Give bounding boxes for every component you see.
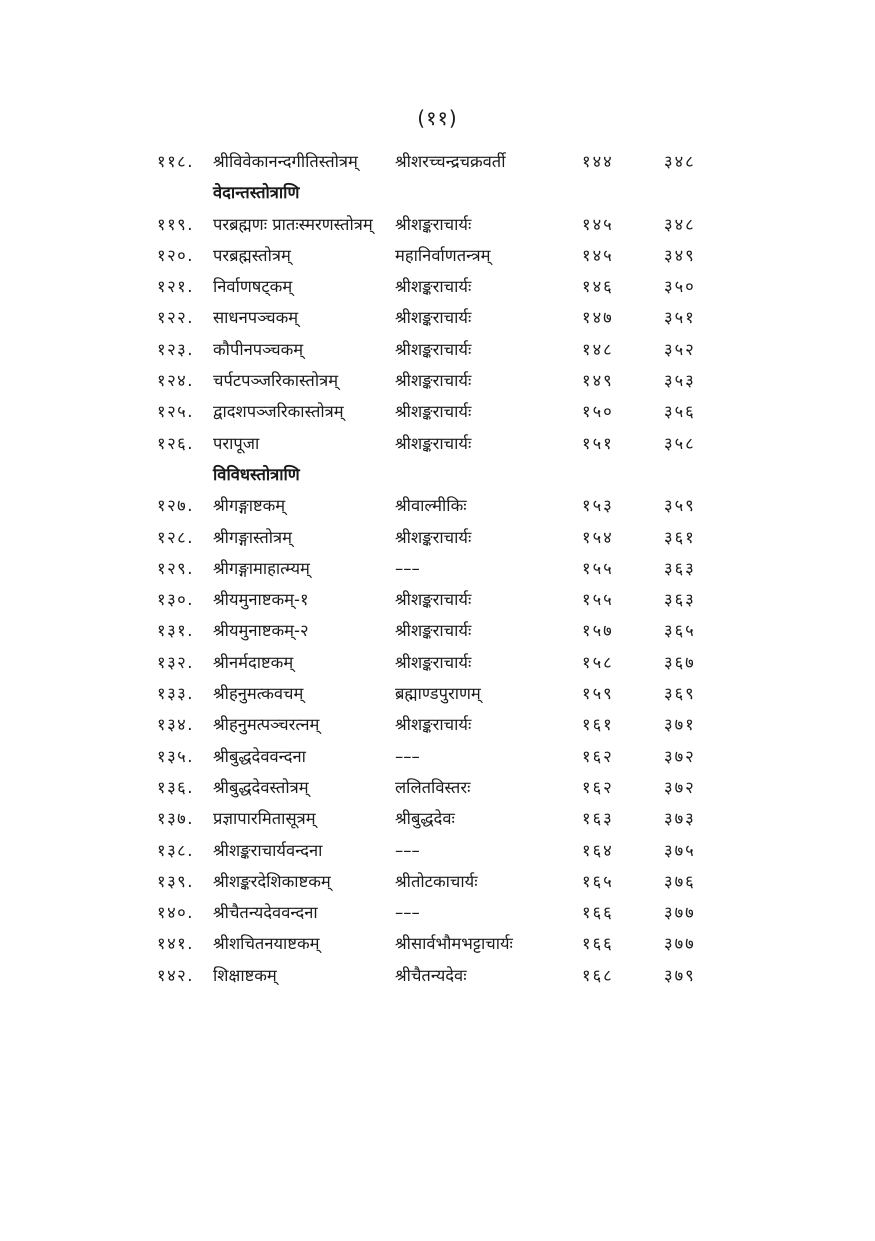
entry-author: –––: [395, 903, 420, 923]
entry-number: १३४.: [157, 715, 194, 735]
entry-title: निर्वाणषट्कम्: [213, 277, 293, 297]
entry-page-translation: ३६१: [664, 527, 696, 547]
entry-page-translation: ३५३: [664, 371, 696, 391]
entry-title: श्रीनर्मदाष्टकम्: [213, 652, 294, 672]
entry-page-translation: ३५०: [664, 277, 696, 297]
entry-author: श्रीवाल्मीकिः: [395, 496, 467, 516]
entry-author: श्रीशङ्कराचार्यः: [395, 621, 472, 641]
entry-page-text: १५७: [582, 621, 614, 641]
entry-title: परापूजा: [213, 433, 260, 453]
entry-number: १२७.: [157, 496, 194, 516]
entry-title: द्वादशपञ्जरिकास्तोत्रम्: [213, 402, 344, 422]
entry-title: शिक्षाष्टकम्: [213, 965, 277, 985]
entry-page-text: १६६: [582, 934, 614, 954]
entry-title: श्रीगङ्गामाहात्म्यम्: [213, 558, 310, 578]
section-heading-title: वेदान्तस्तोत्राणि: [213, 183, 300, 203]
entry-page-translation: ३६५: [664, 621, 696, 641]
entry-author: ब्रह्माण्डपुराणम्: [395, 684, 481, 704]
entry-author: श्रीशङ्कराचार्यः: [395, 277, 472, 297]
entry-number: १३७.: [157, 809, 194, 829]
entry-title: कौपीनपञ्चकम्: [213, 339, 304, 359]
page-number: (११): [417, 106, 458, 130]
entry-author: श्रीशङ्कराचार्यः: [395, 527, 472, 547]
entry-number: १४२.: [157, 965, 194, 985]
entry-author: श्रीशरच्चन्द्रचक्रवर्ती: [395, 152, 506, 171]
entry-title: श्रीशङ्कराचार्यवन्दना: [213, 840, 323, 860]
entry-author: श्रीशङ्कराचार्यः: [395, 652, 472, 672]
toc-entry: [0, 240, 875, 271]
entry-page-translation: ३७२: [664, 746, 696, 766]
entry-page-translation: ३५९: [664, 496, 696, 516]
entry-page-translation: ३७६: [664, 871, 696, 891]
entry-number: १३०.: [157, 590, 194, 610]
entry-author: –––: [395, 746, 420, 766]
entry-title: श्रीविवेकानन्दगीतिस्तोत्रम्: [213, 152, 358, 171]
entry-author: श्रीशङ्कराचार्यः: [395, 308, 472, 328]
entry-page-text: १४९: [582, 371, 614, 391]
toc-entry: [0, 428, 875, 459]
toc-entry: [0, 866, 875, 897]
entry-page-text: १४६: [582, 277, 614, 297]
toc-entry: [0, 522, 875, 553]
entry-number: १३९.: [157, 871, 194, 891]
entry-author: श्रीशङ्कराचार्यः: [395, 715, 472, 735]
entry-number: १२९.: [157, 558, 194, 578]
entry-page-text: १४५: [582, 214, 614, 234]
toc-entry: [0, 615, 875, 646]
entry-author: श्रीतोटकाचार्यः: [395, 871, 478, 891]
entry-number: १२३.: [157, 339, 194, 359]
toc-entry: [0, 209, 875, 240]
entry-number: १४०.: [157, 903, 194, 923]
entry-number: ११८.: [157, 152, 194, 171]
entry-page-text: १६६: [582, 903, 614, 923]
entry-page-translation: ३७३: [664, 809, 696, 829]
entry-number: १२६.: [157, 433, 194, 453]
entry-page-translation: ३४८: [664, 214, 696, 234]
entry-title: परब्रह्मणः प्रातःस्मरणस्तोत्रम्: [213, 214, 373, 234]
entry-title: श्रीगङ्गास्तोत्रम्: [213, 527, 293, 547]
toc-entry: [0, 553, 875, 584]
entry-page-translation: ३५२: [664, 339, 696, 359]
entry-title: प्रज्ञापारमितासूत्रम्: [213, 809, 316, 829]
entry-title: श्रीहनुमत्कवचम्: [213, 684, 304, 704]
entry-page-text: १६४: [582, 840, 614, 860]
toc-entry: [0, 678, 875, 709]
entry-title: श्रीबुद्धदेववन्दना: [213, 746, 306, 766]
entry-page-text: १५५: [582, 558, 614, 578]
toc-entry: [0, 396, 875, 427]
entry-page-translation: ३५६: [664, 402, 696, 422]
entry-number: १२४.: [157, 371, 194, 391]
entry-number: १२०.: [157, 245, 194, 265]
entry-page-translation: ३६७: [664, 652, 696, 672]
toc-entry: [0, 741, 875, 772]
entry-author: श्रीशङ्कराचार्यः: [395, 433, 472, 453]
entry-page-text: १४७: [582, 308, 614, 328]
entry-author: महानिर्वाणतन्त्रम्: [395, 245, 491, 265]
toc-entry: [0, 584, 875, 615]
toc-entry: [0, 302, 875, 333]
entry-page-translation: ३६३: [664, 558, 696, 578]
entry-number: १३६.: [157, 777, 194, 797]
toc-entry: [0, 647, 875, 678]
toc-entry: [0, 271, 875, 302]
entry-number: १३८.: [157, 840, 194, 860]
entry-page-text: १५९: [582, 684, 614, 704]
toc-entry: [0, 772, 875, 803]
entry-author: श्रीचैतन्यदेवः: [395, 965, 467, 985]
entry-page-text: १६२: [582, 746, 614, 766]
entry-page-text: १४८: [582, 339, 614, 359]
entry-author: श्रीसार्वभौमभट्टाचार्यः: [395, 934, 513, 954]
entry-page-translation: ३४९: [664, 245, 696, 265]
entry-number: १३३.: [157, 684, 194, 704]
entry-page-text: १५१: [582, 433, 614, 453]
entry-title: चर्पटपञ्जरिकास्तोत्रम्: [213, 371, 339, 391]
entry-number: १३१.: [157, 621, 194, 641]
entry-page-text: १५३: [582, 496, 614, 516]
entry-page-text: १५५: [582, 590, 614, 610]
entry-page-translation: ३४८: [664, 152, 696, 171]
section-heading: [0, 177, 875, 208]
entry-page-text: १५८: [582, 652, 614, 672]
entry-number: १२२.: [157, 308, 194, 328]
entry-page-text: १६८: [582, 965, 614, 985]
toc-entry: [0, 928, 875, 959]
entry-title: श्रीयमुनाष्टकम्-१: [213, 590, 309, 610]
entry-title: श्रीगङ्गाष्टकम्: [213, 496, 286, 516]
toc-entry: [0, 709, 875, 740]
entry-author: –––: [395, 840, 420, 860]
entry-page-text: १६१: [582, 715, 614, 735]
entry-author: श्रीशङ्कराचार्यः: [395, 402, 472, 422]
entry-page-translation: ३७७: [664, 934, 696, 954]
section-heading: [0, 459, 875, 490]
entry-author: ललितविस्तरः: [395, 777, 471, 797]
entry-page-translation: ३५१: [664, 308, 696, 328]
entry-title: श्रीयमुनाष्टकम्-२: [213, 621, 309, 641]
entry-title: श्रीशचितनयाष्टकम्: [213, 934, 320, 954]
toc-entry: [0, 365, 875, 396]
entry-title: श्रीबुद्धदेवस्तोत्रम्: [213, 777, 309, 797]
toc-entry: [0, 897, 875, 928]
entry-title: परब्रह्मस्तोत्रम्: [213, 245, 291, 265]
table-of-contents: [0, 146, 875, 991]
entry-author: श्रीबुद्धदेवः: [395, 809, 455, 829]
entry-page-text: १६२: [582, 777, 614, 797]
entry-title: श्रीचैतन्यदेववन्दना: [213, 903, 318, 923]
entry-page-translation: ३६३: [664, 590, 696, 610]
section-heading-title: विविधस्तोत्राणि: [213, 464, 300, 484]
entry-number: १३२.: [157, 652, 194, 672]
entry-page-translation: ३७९: [664, 965, 696, 985]
entry-page-text: १४५: [582, 245, 614, 265]
entry-page-text: १६५: [582, 871, 614, 891]
entry-page-translation: ३७२: [664, 777, 696, 797]
entry-page-text: १५४: [582, 527, 614, 547]
entry-number: ११९.: [157, 214, 194, 234]
entry-number: १३५.: [157, 746, 194, 766]
entry-author: श्रीशङ्कराचार्यः: [395, 214, 472, 234]
entry-number: १४१.: [157, 934, 194, 954]
entry-page-text: १४४: [582, 152, 614, 171]
toc-entry: [0, 835, 875, 866]
entry-page-translation: ३७७: [664, 903, 696, 923]
entry-page-translation: ३६९: [664, 684, 696, 704]
entry-author: –––: [395, 558, 420, 578]
entry-page-translation: ३७१: [664, 715, 696, 735]
entry-number: १२८.: [157, 527, 194, 547]
toc-entry: [0, 960, 875, 991]
entry-author: श्रीशङ्कराचार्यः: [395, 590, 472, 610]
entry-title: श्रीहनुमत्पञ्चरत्नम्: [213, 715, 320, 735]
entry-author: श्रीशङ्कराचार्यः: [395, 371, 472, 391]
entry-number: १२१.: [157, 277, 194, 297]
entry-page-text: १५०: [582, 402, 614, 422]
entry-title: साधनपञ्चकम्: [213, 308, 299, 328]
toc-entry: [0, 490, 875, 521]
toc-entry: [0, 803, 875, 834]
entry-title: श्रीशङ्करदेशिकाष्टकम्: [213, 871, 331, 891]
entry-page-translation: ३७५: [664, 840, 696, 860]
entry-author: श्रीशङ्कराचार्यः: [395, 339, 472, 359]
entry-page-translation: ३५८: [664, 433, 696, 453]
toc-entry: [0, 334, 875, 365]
entry-number: १२५.: [157, 402, 194, 422]
entry-page-text: १६३: [582, 809, 614, 829]
toc-entry: [0, 146, 875, 177]
